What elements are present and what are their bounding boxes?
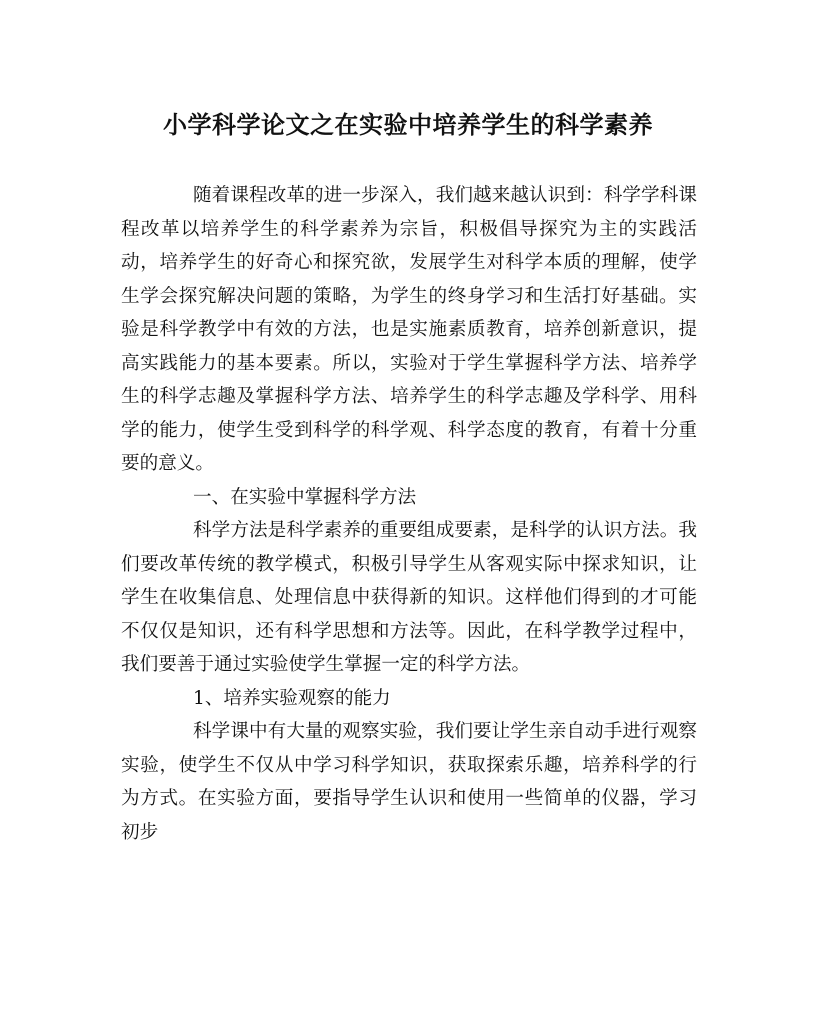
document-title: 小学科学论文之在实验中培养学生的科学素养 [163,110,653,139]
subsection-heading-1: 1、培养实验观察的能力 [193,687,391,709]
paragraph-observation: 科学课中有大量的观察实验，我们要让学生亲自动手进行观察实验，使学生不仅从中学习科学知识，获取探索乐趣，培养科学的行为方式。在实验方面，要指导学生认识和使用一些简单的仪器，学习初步 [121,721,697,843]
document-body [121,179,697,849]
paragraph-science-method: 科学方法是科学素养的重要组成要素，是科学的认识方法。我们要改革传统的教学模式，积极引导学生从客观实际中探求知识，让学生在收集信息、处理信息中获得新的知识。这样他们得到的才可能不仅仅是知识，还有科学思想和方法等。因此，在科学教学过程中，我们要善于通过实验使学生掌握一定的科学方法。 [121,520,697,675]
paragraph-intro: 随着课程改革的进一步深入，我们越来越认识到：科学学科课程改革以培养学生的科学素养为宗旨，积极倡导探究为主的实践活动，培养学生的好奇心和探究欲，发展学生对科学本质的理解，使学生学会探究解决问题的策略，为学生的终身学习和生活打好基础。实验是科学教学中有效的方法，也是实施素质教育，培养创新意识，提高实践能力的基本要素。所以，实验对于学生掌握科学方法、培养学生的科学志趣及掌握科学方法、培养学生的科学志趣及学科学、用科学的能力，使学生受到科学的科学观、科学态度的教育，有着十分重要的意义。 [121,185,697,474]
section-heading-1: 一、在实验中掌握科学方法 [193,486,417,508]
